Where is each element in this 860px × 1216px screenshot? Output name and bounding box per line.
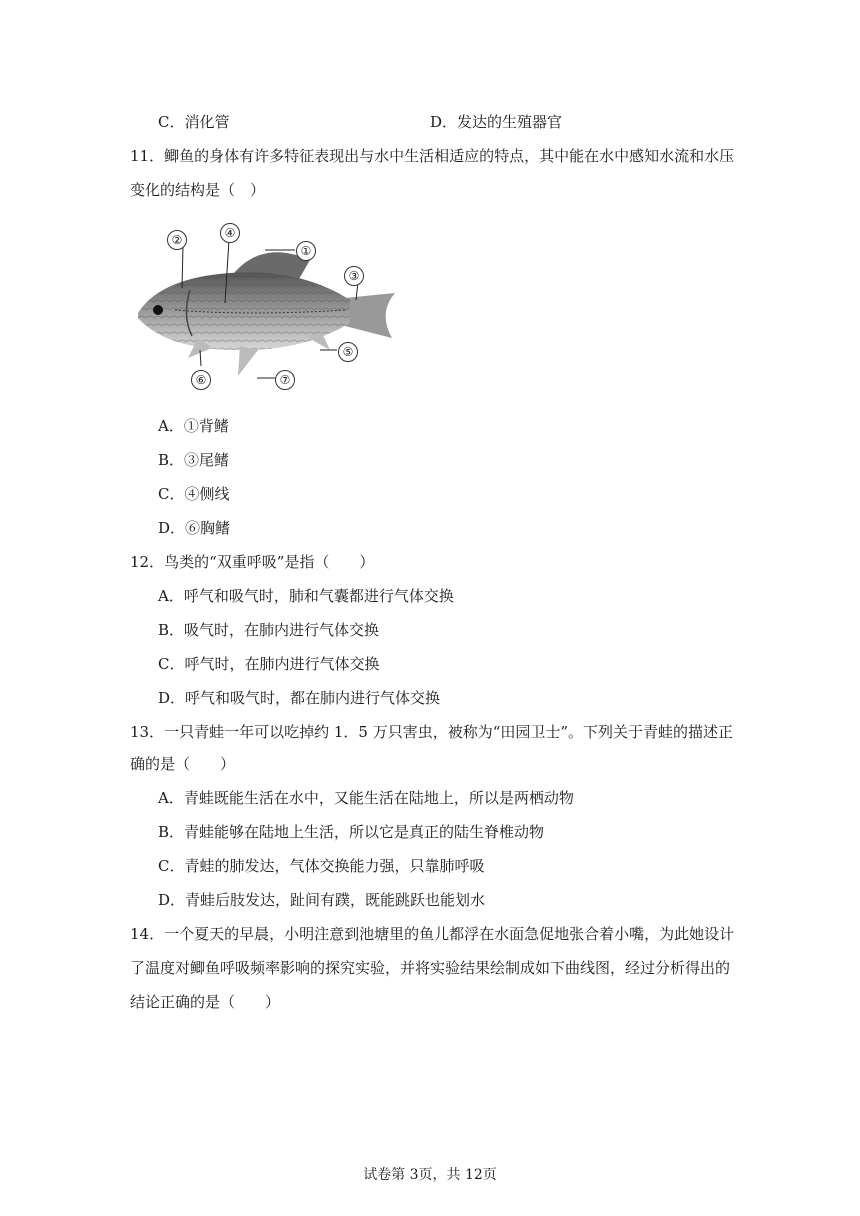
pelvic-fin bbox=[238, 346, 258, 376]
q11-option-b: B．③尾鳍 bbox=[158, 451, 230, 469]
label-1: ① bbox=[296, 241, 316, 261]
q10-option-c: C．消化管 bbox=[158, 113, 230, 131]
q13-stem-line1: 13．一只青蛙一年可以吃掉约 1．5 万只害虫，被称为“田园卫士”。下列关于青蛙的描述正 bbox=[130, 723, 734, 741]
q13-option-b: B．青蛙能够在陆地上生活，所以它是真正的陆生脊椎动物 bbox=[158, 823, 545, 841]
label-5: ⑤ bbox=[338, 342, 358, 362]
q11-option-a: A．①背鳍 bbox=[158, 417, 229, 435]
q12-option-d: D．呼气和吸气时，都在肺内进行气体交换 bbox=[158, 689, 441, 707]
label-6: ⑥ bbox=[191, 370, 211, 390]
label-7: ⑦ bbox=[275, 370, 295, 390]
label-4: ④ bbox=[220, 223, 240, 243]
q13-option-c: C．青蛙的肺发达，气体交换能力强，只靠肺呼吸 bbox=[158, 857, 485, 875]
q10-option-d: D．发达的生殖器官 bbox=[430, 113, 563, 131]
q11-stem-line2: 变化的结构是（ ） bbox=[130, 181, 266, 199]
label-2: ② bbox=[167, 230, 187, 250]
q12-option-c: C．呼气时，在肺内进行气体交换 bbox=[158, 655, 380, 673]
q11-option-c: C．④侧线 bbox=[158, 485, 230, 503]
label-3: ③ bbox=[344, 266, 364, 286]
page-footer: 试卷第 3页，共 12页 bbox=[363, 1167, 497, 1183]
q12-option-a: A．呼气和吸气时，肺和气囊都进行气体交换 bbox=[158, 587, 454, 605]
q13-option-a: A．青蛙既能生活在水中，又能生活在陆地上，所以是两栖动物 bbox=[158, 789, 574, 807]
q12-option-b: B．吸气时，在肺内进行气体交换 bbox=[158, 621, 380, 639]
q11-option-d: D．⑥胸鳍 bbox=[158, 519, 231, 537]
fish-figure bbox=[130, 218, 410, 393]
fish-eye bbox=[153, 305, 163, 315]
tail-fin bbox=[345, 293, 395, 338]
q11-stem-line1: 11．鲫鱼的身体有许多特征表现出与水中生活相适应的特点，其中能在水中感知水流和水压 bbox=[130, 147, 735, 165]
anal-fin bbox=[305, 333, 330, 350]
q13-option-d: D．青蛙后肢发达，趾间有蹼，既能跳跃也能划水 bbox=[158, 891, 486, 909]
q12-stem: 12．鸟类的“双重呼吸”是指（ ） bbox=[130, 553, 375, 571]
q14-stem-line2: 了温度对鲫鱼呼吸频率影响的探究实验，并将实验结果绘制成如下曲线图，经过分析得出的 bbox=[130, 959, 731, 977]
q14-stem-line1: 14．一个夏天的早晨，小明注意到池塘里的鱼儿都浮在水面急促地张合着小嘴，为此她设计 bbox=[130, 925, 735, 943]
q14-stem-line3: 结论正确的是（ ） bbox=[130, 993, 281, 1011]
q13-stem-line2: 确的是（ ） bbox=[130, 755, 236, 773]
